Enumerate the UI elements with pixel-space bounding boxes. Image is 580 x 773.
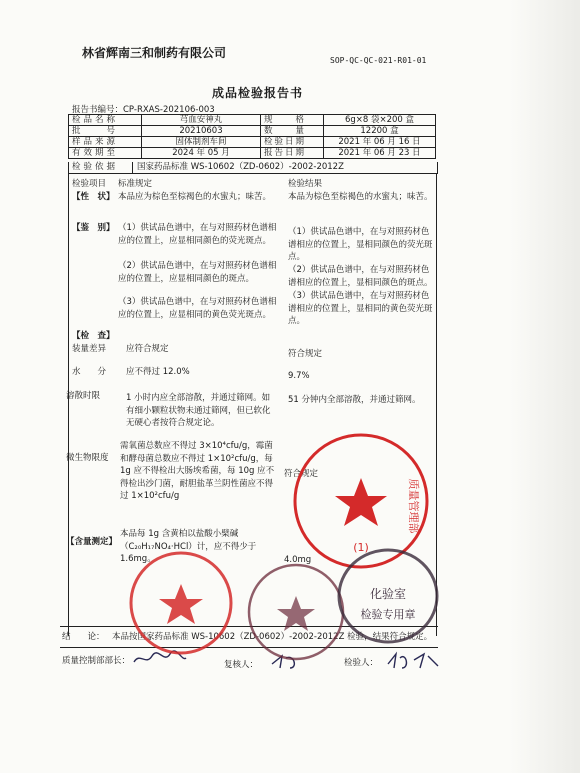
qa-stamp-bottom-text: (1)	[353, 541, 369, 554]
label-standard: 检验依据	[69, 162, 133, 173]
label-microbial-limit: 微生物限度	[66, 453, 109, 463]
info-row	[69, 148, 436, 159]
label-test-date: 检验日期	[261, 137, 324, 148]
conclusion-label: 结 论：	[62, 632, 105, 642]
company-stamp-middle	[244, 560, 348, 664]
std-disintegration: 1 小时内应全部溶散，并通过筛网。如有细小颗粒状物未通过筛网，但已软化无硬心者按符合规定论。	[126, 393, 271, 428]
std-identification-2: （2）供试品色谱中，在与对照药材色谱相应的位置上，应显相同颜色的斑点。	[118, 261, 277, 284]
std-identification-3: （3）供试品色谱中，在与对照药材色谱相应的位置上，应显相同的黄色荧光斑点。	[118, 297, 277, 320]
column-standard: 标准规定	[118, 179, 153, 189]
info-row	[69, 115, 436, 126]
conclusion-text: 本品按国家药品标准 WS-10602（ZD-0602）-2002-2012Z 检验，结果符合规定。	[112, 632, 433, 642]
label-moisture: 水 分	[72, 367, 107, 377]
result-disintegration: 51 分钟内全部溶散，并通过筛网。	[288, 395, 421, 405]
report-number: 报告书编号：CP-RXAS-202106-003	[72, 105, 215, 115]
label-batch: 批 号	[69, 126, 142, 137]
company-stamp-left	[126, 548, 236, 658]
label-spec: 规 格	[261, 115, 324, 126]
value-standard: 国家药品标准 WS-10602（ZD-0602）-2002-2012Z	[137, 162, 344, 172]
lab-stamp	[336, 546, 440, 646]
std-assay: 本品每 1g 含黄柏以盐酸小檗碱（C₂₀H₁₇NO₄·HCl）计，应不得少于 1.6mg。	[120, 529, 257, 564]
label-appearance: 【性 状】	[72, 192, 115, 202]
label-inspection: 【检 查】	[72, 331, 115, 341]
label-report-date: 报告日期	[261, 148, 324, 159]
info-row	[69, 137, 436, 148]
label-disintegration: 溶散时限	[66, 391, 101, 401]
lab-stamp-line1: 化验室	[369, 587, 407, 601]
value-quantity: 12200 盒	[324, 126, 436, 137]
result-microbial-limit: 符合规定	[284, 469, 319, 479]
page-edge-shadow	[510, 0, 580, 773]
column-result: 检验结果	[288, 179, 323, 189]
value-source: 固体制剂车间	[142, 137, 261, 148]
document-code: SOP-QC-QC-021-R01-01	[330, 56, 427, 65]
lab-stamp-line2: 检验专用章	[360, 608, 416, 621]
result-identification-2: （2）供试品色谱中，在与对照药材色谱相应的位置上，显相同颜色的斑点。	[288, 265, 433, 288]
page-title: 成品检验报告书	[212, 86, 304, 100]
label-assay: 【含量测定】	[66, 537, 118, 547]
qa-stamp-top-text: 质量管理部	[407, 478, 420, 534]
std-appearance: 本品应为棕色至棕褐色的水蜜丸；味苦。	[118, 192, 272, 202]
std-microbial-limit: 需氧菌总数应不得过 3×10⁴cfu/g，霉菌和酵母菌总数应不得过 1×10²cfu/g，每 1g 应不得检出大肠埃希菌，每 10g 应不得检出沙门菌，耐胆盐革兰阴性菌应不得过 1×10²cfu/g	[120, 441, 275, 501]
value-report-date: 2021 年 06 月 23 日	[324, 148, 436, 159]
frame-left-line	[68, 174, 69, 636]
checker-signature-label: 检验人：	[344, 658, 379, 668]
result-identification-3: （3）供试品色谱中，在与对照药材色谱相应的位置上，显相同的黄色荧光斑点。	[288, 291, 433, 326]
label-identification: 【鉴 别】	[72, 223, 115, 233]
info-table	[68, 114, 436, 159]
handwritten-signature	[384, 650, 444, 674]
label-sample-name: 检品名称	[69, 115, 142, 126]
std-fill-variation: 应符合规定	[126, 344, 169, 354]
value-test-date: 2021 年 06 月 16 日	[324, 137, 436, 148]
value-sample-name: 芎血安神丸	[142, 115, 261, 126]
result-appearance: 本品为棕色至棕褐色的水蜜丸；味苦。	[288, 192, 433, 202]
label-expiry: 有效期至	[69, 148, 142, 159]
column-item: 检验项目	[72, 179, 107, 189]
result-assay: 4.0mg	[284, 555, 312, 565]
company-name: 林省辉南三和制药有限公司	[82, 46, 227, 60]
result-fill-variation: 符合规定	[288, 349, 323, 359]
label-source: 样品来源	[69, 137, 142, 148]
value-spec: 6g×8 袋×200 盒	[324, 115, 436, 126]
value-batch: 20210603	[142, 126, 261, 137]
label-quantity: 数 量	[261, 126, 324, 137]
value-expiry: 2024 年 05 月	[142, 148, 261, 159]
result-moisture: 9.7%	[288, 371, 310, 381]
result-identification-1: （1）供试品色谱中，在与对照药材色谱相应的位置上，显相同颜色的荧光斑点。	[288, 227, 433, 262]
standard-row	[68, 162, 438, 174]
reviewer-signature-label: 复核人：	[224, 660, 259, 670]
std-moisture: 应不得过 12.0%	[126, 367, 190, 377]
label-fill-variation: 装量差异	[72, 344, 107, 354]
info-row	[69, 126, 436, 137]
manager-signature-label: 质量控制部部长：	[62, 656, 131, 666]
std-identification-1: （1）供试品色谱中，在与对照药材色谱相应的位置上，应显相同颜色的荧光斑点。	[118, 223, 277, 246]
